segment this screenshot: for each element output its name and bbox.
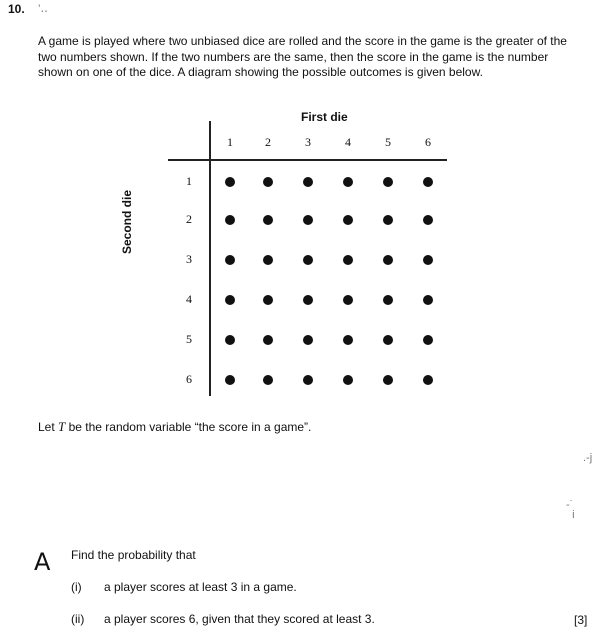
outcome-dot: [263, 375, 273, 385]
outcome-dot: [383, 177, 393, 187]
part-i-number: (i): [71, 580, 82, 594]
outcome-dot: [343, 375, 353, 385]
outcome-dot: [225, 177, 235, 187]
outcome-dot: [383, 335, 393, 345]
outcome-dot: [303, 215, 313, 225]
outcome-dot: [423, 295, 433, 305]
outcome-dot: [263, 215, 273, 225]
marks-label: [3]: [574, 613, 588, 627]
x-tick-label: 5: [385, 135, 391, 149]
part-i-text: a player scores at least 3 in a game.: [104, 580, 297, 594]
outcome-dot: [263, 295, 273, 305]
question-number: 10.: [8, 2, 25, 16]
y-tick-label: 5: [186, 332, 192, 346]
outcome-dot: [343, 255, 353, 265]
outcome-dot: [225, 375, 235, 385]
y-tick-label: 1: [186, 174, 192, 188]
outcome-dot: [423, 255, 433, 265]
y-tick-label: 3: [186, 252, 192, 266]
random-variable-sentence: [38, 419, 311, 435]
outcome-dot: [263, 177, 273, 187]
horizontal-axis-line: [168, 159, 447, 161]
outcome-dot: [263, 255, 273, 265]
outcome-dot: [423, 375, 433, 385]
part-ii-text: a player scores 6, given that they scored at least 3.: [104, 612, 375, 626]
sentence-prefix: Let: [38, 420, 59, 434]
y-tick-label: 2: [186, 212, 192, 226]
vertical-axis-line: [209, 121, 211, 396]
outcome-dot: [383, 255, 393, 265]
variable-t: T: [58, 419, 66, 434]
outcome-dot: [303, 255, 313, 265]
y-axis-title: Second die: [120, 190, 134, 255]
outcome-dot: [423, 335, 433, 345]
outcome-dot: [303, 177, 313, 187]
outcome-dot: [383, 295, 393, 305]
x-tick-label: 4: [345, 135, 351, 149]
stray-mark: ’‥: [38, 3, 48, 15]
question-intro: A game is played where two unbiased dice are rolled and the score in the game is the greater of the two numbers shown. If the two numbers are the same, then the score in the game is the number shown on one of the dice. A diagram showing the possible outcomes is given below.: [38, 34, 567, 79]
outcome-dot: [343, 335, 353, 345]
outcome-dot: [303, 295, 313, 305]
margin-mark: .-j: [583, 452, 593, 464]
instruction-text: Find the probability that: [71, 548, 196, 562]
outcome-dot: [343, 295, 353, 305]
outcome-dot: [423, 215, 433, 225]
outcome-dot: [225, 255, 235, 265]
outcome-dot: [303, 335, 313, 345]
outcome-dot: [225, 335, 235, 345]
outcome-dot: [263, 335, 273, 345]
outcome-dot: [303, 375, 313, 385]
x-axis-title: First die: [301, 110, 348, 124]
outcome-dot: [383, 215, 393, 225]
outcome-dot: [343, 215, 353, 225]
part-ii-number: (ii): [71, 612, 85, 626]
sentence-suffix: be the random variable “the score in a game”.: [65, 420, 312, 434]
y-tick-label: 4: [186, 292, 192, 306]
margin-mark-2: -˙ i: [566, 499, 575, 521]
x-tick-label: 6: [425, 135, 431, 149]
outcome-dot: [343, 177, 353, 187]
x-tick-label: 2: [265, 135, 271, 149]
x-tick-label: 3: [305, 135, 311, 149]
outcome-dot: [225, 215, 235, 225]
y-tick-label: 6: [186, 372, 192, 386]
x-tick-label: 1: [227, 135, 233, 149]
handwritten-answer-mark: A: [34, 548, 51, 576]
outcome-dot: [225, 295, 235, 305]
outcome-dot: [423, 177, 433, 187]
outcome-dot: [383, 375, 393, 385]
